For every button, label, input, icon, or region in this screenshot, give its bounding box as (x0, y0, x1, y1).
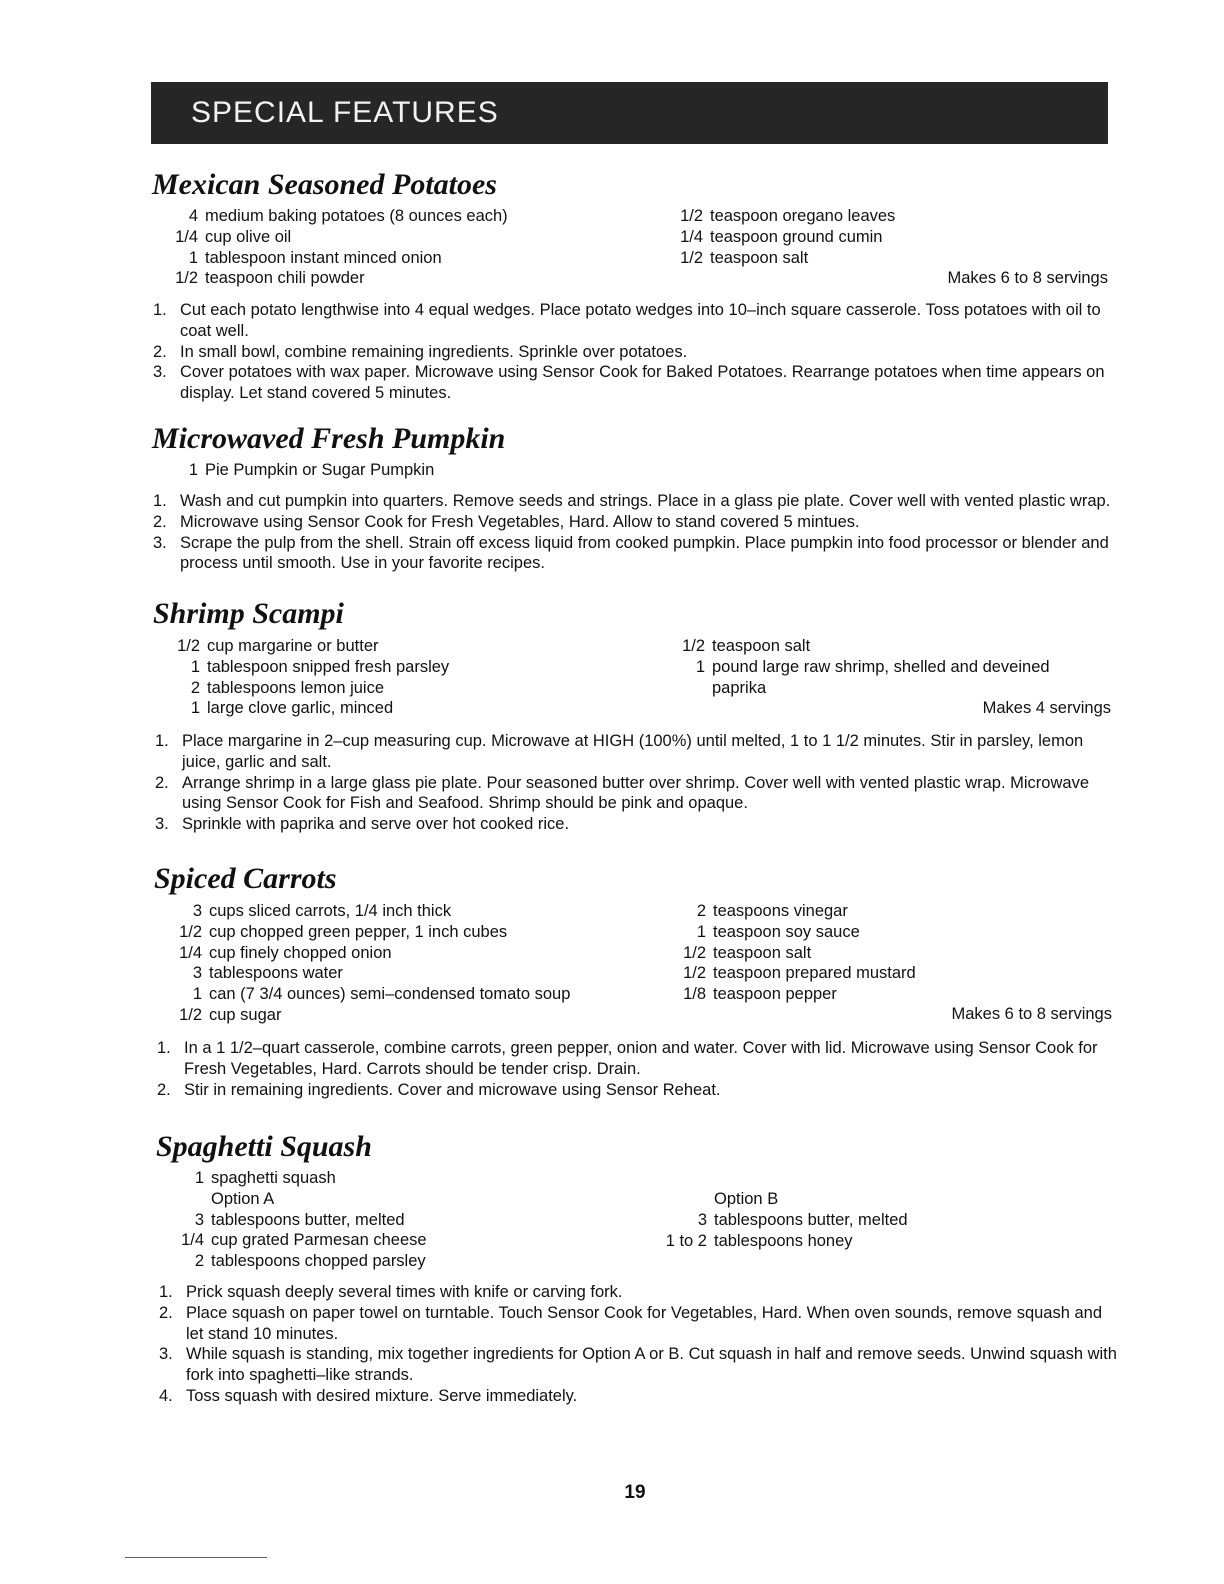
ingredient: 3 tablespoons water (192, 964, 343, 983)
recipe-title: Spiced Carrots (154, 862, 337, 895)
ingredient: 1/2 teaspoon salt (683, 943, 812, 962)
ingredient: 1/2 cup sugar (179, 1005, 282, 1024)
page-number: 19 (624, 1482, 646, 1503)
ingredient: 1 to 2 tablespoons honey (665, 1231, 853, 1250)
step-list (150, 491, 1115, 574)
section-banner (151, 82, 1108, 144)
step: 1. Wash and cut pumpkin into quarters. Remove seeds and strings. Place in a glass pie plate. Cover well with vented plastic wrap. (153, 492, 1111, 510)
ingredient: 3 cups sliced carrots, 1/4 inch thick (192, 902, 452, 920)
step: 1. Place margarine in 2–cup measuring cup. Microwave at HIGH (100%) until melted, 1 to 1 1/2 minutes. Stir in parsley, lemon juice, garlic and salt. (155, 732, 1084, 771)
ingredient: 4 medium baking potatoes (8 ounces each) (188, 207, 508, 225)
ingredient: paprika (712, 678, 767, 697)
servings-note: Makes 4 servings (982, 699, 1111, 717)
step: 1. Prick squash deeply several times with knife or carving fork. (159, 1283, 623, 1301)
ingredient-list-right (657, 1189, 908, 1251)
step: 4. Toss squash with desired mixture. Serve immediately. (159, 1386, 578, 1405)
ingredient: 1/2 cup margarine or butter (177, 637, 379, 655)
ingredient: 3 tablespoons butter, melted (194, 1210, 405, 1229)
step: 1. In a 1 1/2–quart casserole, combine carrots, green pepper, onion and water. Cover with lid. Microwave using Sensor Cook for Fresh Vegetables, Hard. Carrots should be tender crisp. Drain. (157, 1039, 1098, 1078)
step-list (154, 1038, 1116, 1100)
recipe-title: Shrimp Scampi (153, 597, 344, 630)
ingredient: 2 tablespoons chopped parsley (194, 1252, 426, 1271)
ingredient: 1/4 cup finely chopped onion (179, 943, 392, 962)
servings-note: Makes 6 to 8 servings (951, 1005, 1112, 1023)
ingredient: 1/2 teaspoon chili powder (175, 269, 365, 288)
ingredient-list-left (160, 460, 434, 481)
step: 3. Scrape the pulp from the shell. Strain off excess liquid from cooked pumpkin. Place pumpkin into food processor or blender and process until smooth. Use in your favorite recipes. (153, 533, 1109, 573)
step: 2. Microwave using Sensor Cook for Fresh Vegetables, Hard. Allow to stand covered 5 mintues. (153, 512, 860, 531)
step-list (152, 731, 1117, 835)
ingredient-list-left (162, 636, 449, 719)
ingredient: 2 tablespoons lemon juice (190, 678, 385, 697)
recipe-title: Spaghetti Squash (156, 1130, 372, 1163)
ingredient-list-left (166, 1168, 427, 1272)
ingredient: 1 Pie Pumpkin or Sugar Pumpkin (188, 461, 435, 479)
recipe-title: Mexican Seasoned Potatoes (152, 168, 497, 201)
step: 2. Stir in remaining ingredients. Cover and microwave using Sensor Reheat. (157, 1080, 721, 1099)
ingredient: 1 large clove garlic, minced (190, 699, 394, 718)
ingredient: 1 can (7 3/4 ounces) semi–condensed tomato soup (192, 985, 571, 1004)
ingredient: 3 tablespoons butter, melted (697, 1210, 908, 1229)
ingredient: 1/2 teaspoon salt (682, 637, 811, 655)
ingredient-list-left (164, 901, 570, 1026)
ingredient-list-right (667, 636, 1050, 698)
ingredient: 1/2 teaspoon oregano leaves (680, 207, 896, 225)
recipe-title: Microwaved Fresh Pumpkin (152, 422, 506, 455)
ingredient: 1/2 cup chopped green pepper, 1 inch cubes (179, 922, 508, 941)
ingredient: 1 tablespoon snipped fresh parsley (190, 657, 450, 676)
section-title: SPECIAL FEATURES (191, 96, 499, 129)
step: 2. Arrange shrimp in a large glass pie plate. Pour seasoned butter over shrimp. Cover well with vented plastic wrap. Microwave using Sensor Cook for Fish and Seafood. Shrimp should be pink and opaque. (155, 773, 1090, 813)
servings-note: Makes 6 to 8 servings (947, 269, 1108, 287)
step-list (156, 1282, 1118, 1407)
ingredient: 1 teaspoon soy sauce (696, 922, 860, 941)
ingredient-list-left (160, 206, 508, 289)
footer-rule (125, 1557, 267, 1558)
step: 1. Cut each potato lengthwise into 4 equal wedges. Place potato wedges into 10–inch square casserole. Toss potatoes with oil to coat well. (153, 301, 1101, 340)
ingredient-list-right (668, 901, 916, 1005)
step: 3. Cover potatoes with wax paper. Microwave using Sensor Cook for Baked Potatoes. Rearrange potatoes when time appears on display. Let stand covered 5 minutes. (153, 363, 1105, 403)
step: 2. Place squash on paper towel on turntable. Touch Sensor Cook for Vegetables, Hard. When oven sounds, remove squash and let stand 10 minutes. (159, 1303, 1103, 1343)
ingredient: 1 spaghetti squash (194, 1169, 336, 1187)
ingredient: 1/2 teaspoon prepared mustard (683, 964, 916, 983)
step: 2. In small bowl, combine remaining ingredients. Sprinkle over potatoes. (153, 342, 688, 361)
ingredient: 1 pound large raw shrimp, shelled and deveined (695, 657, 1050, 676)
option-label: Option B (714, 1190, 779, 1208)
ingredient: 1 tablespoon instant minced onion (188, 248, 442, 267)
ingredient: 1/8 teaspoon pepper (683, 985, 837, 1004)
step: 3. Sprinkle with paprika and serve over hot cooked rice. (155, 815, 570, 834)
ingredient: 1/2 teaspoon salt (680, 248, 809, 267)
step-list (150, 300, 1115, 404)
ingredient: 1/4 cup olive oil (175, 227, 292, 246)
ingredient: 1/4 teaspoon ground cumin (680, 227, 883, 246)
option-label: Option A (211, 1189, 275, 1208)
ingredient: 2 teaspoons vinegar (696, 902, 848, 920)
ingredient: 1/4 cup grated Parmesan cheese (181, 1231, 427, 1250)
step: 3. While squash is standing, mix together ingredients for Option A or B. Cut squash in half and remove seeds. Unwind squash with fork into spaghetti–like strands. (159, 1345, 1117, 1385)
ingredient-list-right (665, 206, 895, 268)
